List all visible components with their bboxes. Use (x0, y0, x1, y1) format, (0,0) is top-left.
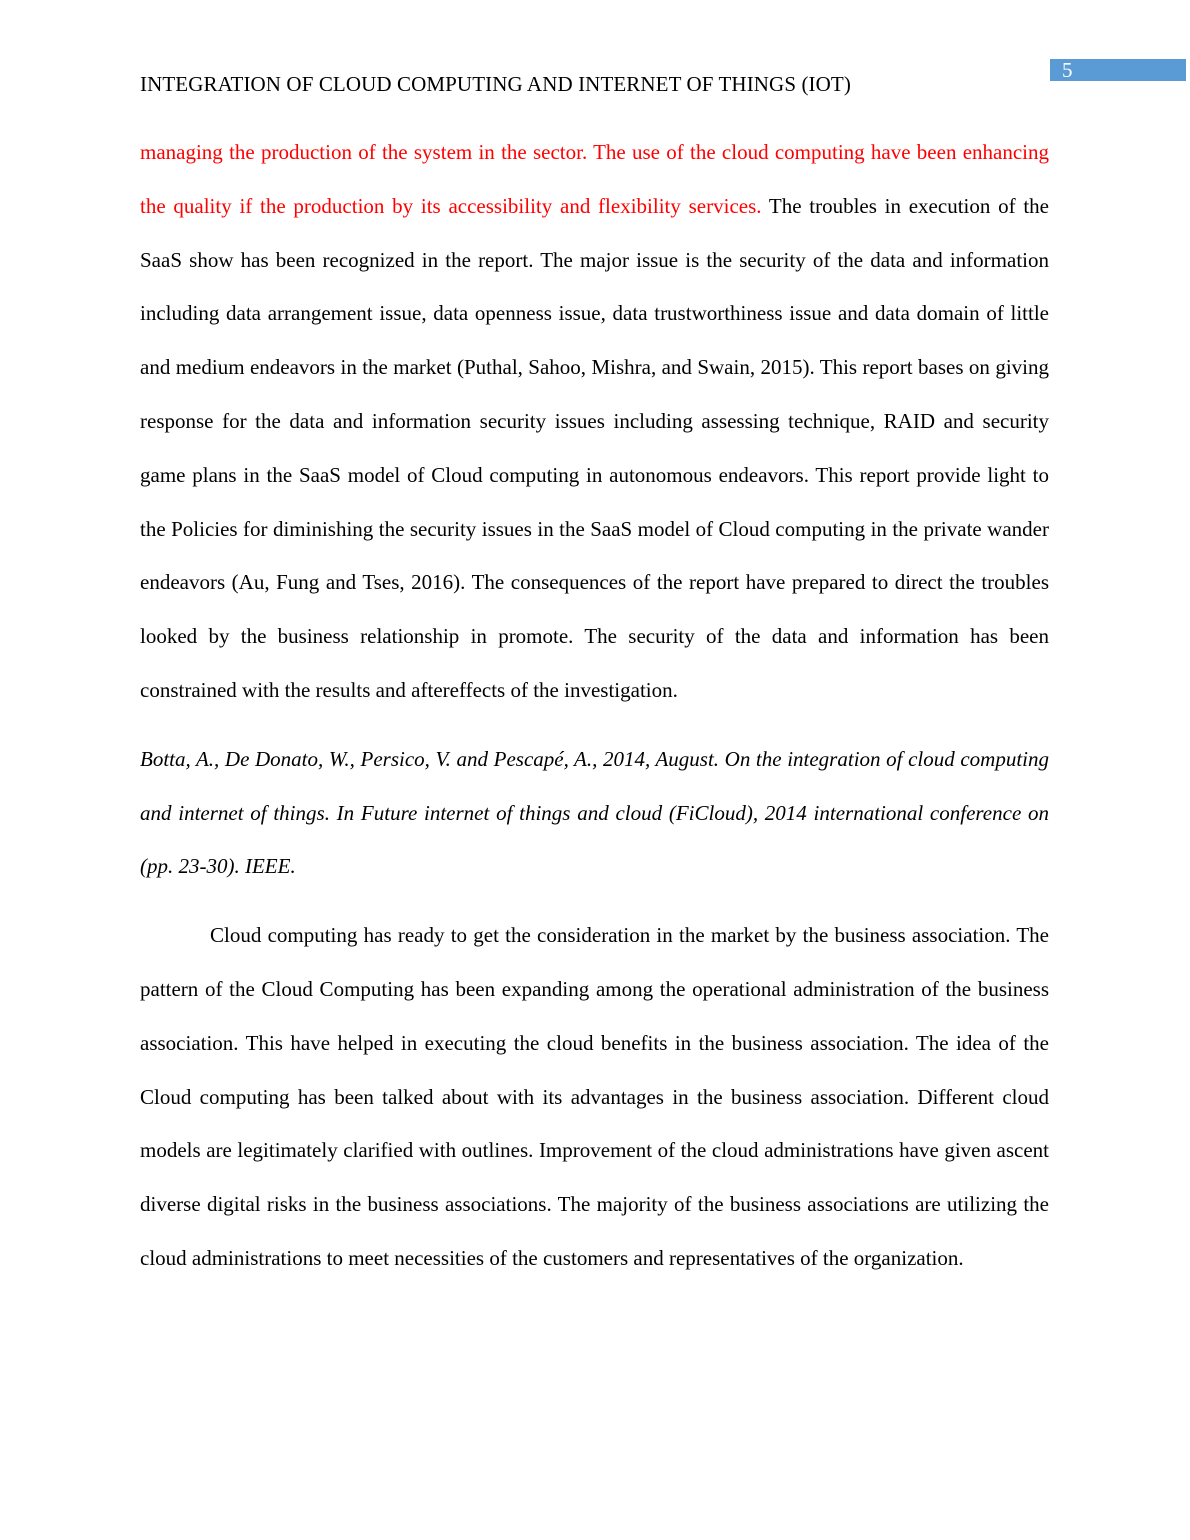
body-paragraph-2: Cloud computing has ready to get the consideration in the market by the business association. The pattern of the Cloud Computing has been expanding among the operational administration of the business association. This have helped in executing the cloud benefits in the business association. The idea of the Cloud computing has been talked about with its advantages in the business association. Different cloud models are legitimately clarified with outlines. Improvement of the cloud administrations have given ascent diverse digital risks in the business associations. The majority of the business associations are utilizing the cloud administrations to meet necessities of the customers and representatives of the organization. (140, 923, 1049, 1270)
paragraph-text: The troubles in execution of the SaaS show has been recognized in the report. The major issue is the security of the data and information including data arrangement issue, data openness issue, data trustworthiness issue and data domain of little and medium endeavors in the market (Puthal, Sahoo, Mishra, and Swain, 2015). This report bases on giving response for the data and information security issues including assessing technique, RAID and security game plans in the SaaS model of Cloud computing in autonomous endeavors. This report provide light to the Policies for diminishing the security issues in the SaaS model of Cloud computing in the private wander endeavors (Au, Fung and Tses, 2016). The consequences of the report have prepared to direct the troubles looked by the business relationship in promote. The security of the data and information has been constrained with the results and aftereffects of the investigation. (140, 193, 1049, 702)
paragraph-spacer (140, 718, 1049, 733)
reference-citation: Botta, A., De Donato, W., Persico, V. and Pescapé, A., 2014, August. On the integration of cloud computing and internet of things. In Future internet of things and cloud (FiCloud), 2014 international conference on (pp. 23-30). IEEE. (140, 746, 1049, 879)
body-paragraph-1 (140, 126, 1049, 718)
document-body (140, 126, 1049, 1286)
highlighted-text: managing the production of the system in the sector. The use of the cloud computing have been enhancing the quality if the production by its accessibility and flexibility services. (140, 140, 1049, 218)
paragraph-spacer (140, 894, 1049, 909)
running-head: INTEGRATION OF CLOUD COMPUTING AND INTERNET OF THINGS (IOT) (140, 72, 851, 96)
page-number: 5 (1062, 58, 1073, 82)
page-number-badge (1050, 59, 1186, 81)
